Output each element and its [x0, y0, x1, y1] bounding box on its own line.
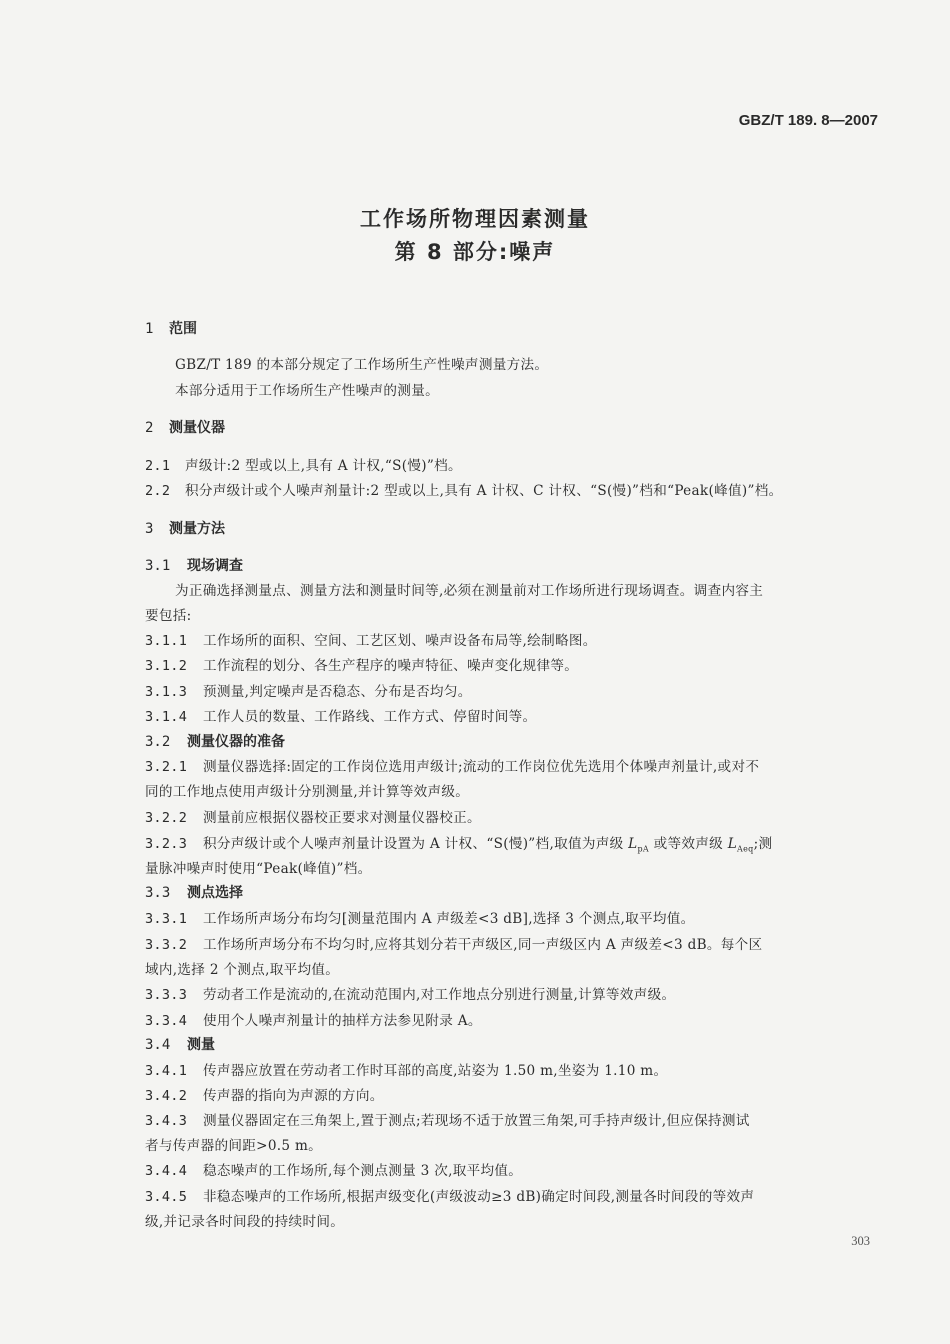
section-3-3-heading: 3.3 测点选择 [145, 885, 243, 901]
clause-3-1-1: 3.1.1 工作场所的面积、空间、工艺区划、噪声设备布局等,绘制略图。 [145, 633, 597, 649]
clause-3-3-2-line2: 域内,选择 2 个测点,取平均值。 [145, 962, 340, 978]
clause-3-4-3-line1: 3.4.3 测量仪器固定在三角架上,置于测点;若现场不适于放置三角架,可手持声级计,但应保持测试 [145, 1113, 750, 1129]
clause-3-1-3: 3.1.3 预测量,判定噪声是否稳态、分布是否均匀。 [145, 684, 472, 700]
standard-number: GBZ/T 189. 8—2007 [738, 112, 878, 129]
doc-title-line2: 第 8 部分:噪声 [394, 240, 556, 264]
clause-3-2-3-line2: 量脉冲噪声时使用“Peak(峰值)”档。 [145, 861, 372, 877]
s1-paragraph-2: 本部分适用于工作场所生产性噪声的测量。 [175, 383, 439, 399]
clause-3-1-2: 3.1.2 工作流程的划分、各生产程序的噪声特征、噪声变化规律等。 [145, 658, 579, 674]
section-1-heading: 1 范围 [145, 321, 197, 337]
section-3-1-heading: 3.1 现场调查 [145, 558, 243, 574]
clause-3-2-1-line1: 3.2.1 测量仪器选择:固定的工作岗位选用声级计;流动的工作岗位优先选用个体噪声剂量计,或对不 [145, 759, 760, 775]
clause-3-3-4: 3.3.4 使用个人噪声剂量计的抽样方法参见附录 A。 [145, 1013, 482, 1029]
clause-3-3-1: 3.3.1 工作场所声场分布均匀[测量范围内 A 声级差<3 dB],选择 3 个测点,取平均值。 [145, 911, 695, 927]
clause-3-1-4: 3.1.4 工作人员的数量、工作路线、工作方式、停留时间等。 [145, 709, 537, 725]
clause-3-4-2: 3.4.2 传声器的指向为声源的方向。 [145, 1088, 384, 1104]
clause-2-1: 2.1 声级计:2 型或以上,具有 A 计权,“S(慢)”档。 [145, 458, 462, 474]
clause-3-3-2-line1: 3.3.2 工作场所声场分布不均匀时,应将其划分若干声级区,同一声级区内 A 声级差<3 dB。每个区 [145, 937, 763, 953]
clause-2-2: 2.2 积分声级计或个人噪声剂量计:2 型或以上,具有 A 计权、C 计权、“S(慢)”档和“Peak(峰值)”档。 [145, 483, 783, 499]
clause-3-4-4: 3.4.4 稳态噪声的工作场所,每个测点测量 3 次,取平均值。 [145, 1163, 523, 1179]
section-3-heading: 3 测量方法 [145, 521, 225, 537]
page-number: 303 [851, 1234, 870, 1248]
doc-title-line1: 工作场所物理因素测量 [360, 207, 590, 231]
s3-1-paragraph-line2: 要包括: [145, 608, 192, 624]
clause-3-2-3-line1: 3.2.3 积分声级计或个人噪声剂量计设置为 A 计权、“S(慢)”档,取值为声级 $L_{pA}$ 或等效声级 $L_{Aeq}$;测 [145, 836, 773, 854]
clause-3-4-5-line1: 3.4.5 非稳态噪声的工作场所,根据声级变化(声级波动≥3 dB)确定时间段,测量各时间段的等效声 [145, 1189, 755, 1205]
clause-3-3-3: 3.3.3 劳动者工作是流动的,在流动范围内,对工作地点分别进行测量,计算等效声级。 [145, 987, 676, 1003]
section-3-4-heading: 3.4 测量 [145, 1037, 215, 1053]
clause-3-2-1-line2: 同的工作地点使用声级计分别测量,并计算等效声级。 [145, 784, 470, 800]
section-2-heading: 2 测量仪器 [145, 420, 225, 436]
clause-3-4-3-line2: 者与传声器的间距>0.5 m。 [145, 1138, 323, 1154]
clause-3-2-2: 3.2.2 测量前应根据仪器校正要求对测量仪器校正。 [145, 810, 481, 826]
s3-1-paragraph-line1: 为正确选择测量点、测量方法和测量时间等,必须在测量前对工作场所进行现场调查。调查内容主 [175, 583, 764, 599]
clause-3-4-1: 3.4.1 传声器应放置在劳动者工作时耳部的高度,站姿为 1.50 m,坐姿为 1.10 m。 [145, 1063, 668, 1079]
s1-paragraph-1: GBZ/T 189 的本部分规定了工作场所生产性噪声测量方法。 [175, 357, 549, 373]
section-3-2-heading: 3.2 测量仪器的准备 [145, 734, 285, 750]
clause-3-4-5-line2: 级,并记录各时间段的持续时间。 [145, 1214, 345, 1230]
